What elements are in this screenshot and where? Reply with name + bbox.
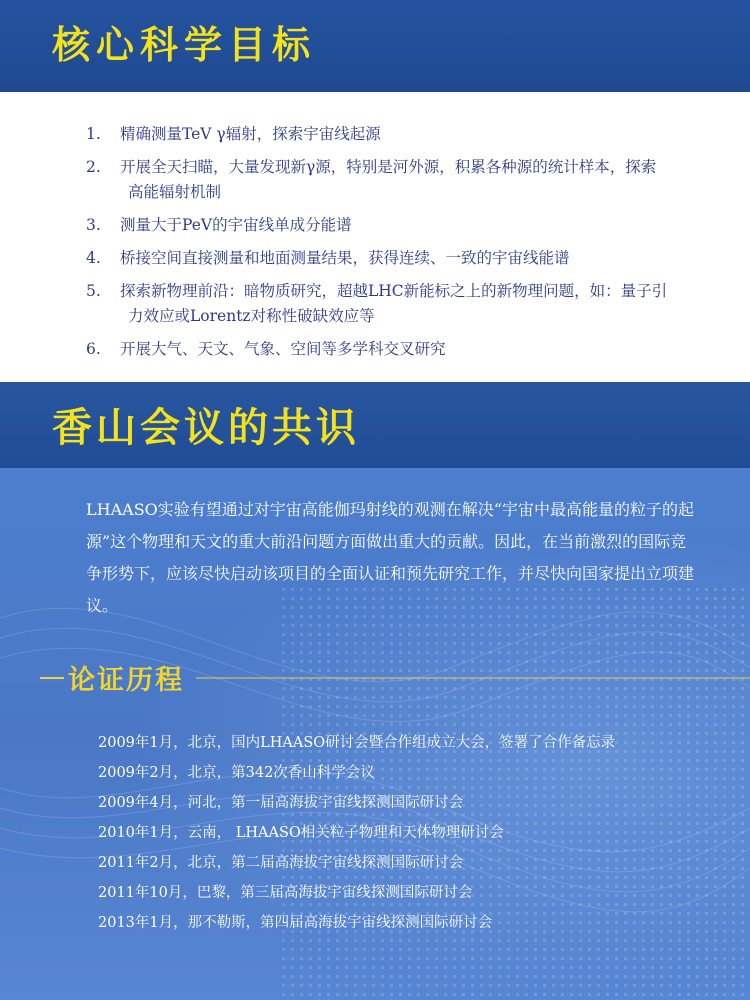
section-title-xiangshan-consensus: 香山会议的共识	[52, 405, 360, 451]
goal-number: 3.	[86, 216, 101, 234]
list-item: 2011年10月，巴黎，第三届高海拔宇宙线探测国际研讨会	[98, 885, 473, 901]
goal-text-line2: 高能辐射机制	[128, 183, 222, 201]
list-item: 2009年4月，河北，第一届高海拔宇宙线探测国际研讨会	[98, 795, 464, 811]
list-item: 2011年2月，北京，第二届高海拔宇宙线探测国际研讨会	[98, 855, 464, 871]
list-item: 2010年1月，云南， LHAASO相关粒子物理和天体物理研讨会	[98, 825, 504, 841]
goal-text: 开展大气、天文、气象、空间等多学科交叉研究	[120, 340, 446, 358]
goal-item-2	[0, 155, 750, 205]
list-item: 2009年1月，北京，国内LHAASO研讨会暨合作组成立大会，签署了合作备忘录	[98, 735, 616, 751]
goal-number: 6.	[86, 340, 101, 358]
header-banner-xiangshan-consensus	[0, 382, 750, 468]
list-item: 2013年1月，那不勒斯，第四届高海拔宇宙线探测国际研讨会	[98, 915, 493, 931]
goal-text-line1: 探索新物理前沿：暗物质研究，超越LHC新能标之上的新物理问题，如：量子引	[120, 282, 668, 300]
goal-item-1	[0, 122, 750, 147]
header-banner-science-goals	[0, 0, 750, 92]
process-history-list	[98, 728, 615, 938]
goal-text-line2: 力效应或Lorentz对称性破缺效应等	[128, 307, 375, 325]
process-heading-row	[0, 656, 750, 696]
goal-number: 2.	[86, 158, 101, 176]
section-title-process: 论证历程	[68, 665, 184, 696]
goal-item-5	[0, 279, 750, 329]
goal-number: 5.	[86, 282, 101, 300]
science-goals-panel	[0, 92, 750, 382]
section-title-science-goals: 核心科学目标	[52, 23, 317, 67]
consensus-paragraph: LHAASO实验有望通过对宇宙高能伽玛射线的观测在解决“宇宙中最高能量的粒子的起源”这个物理和天文的重大前沿问题方面做出重大的贡献。因此，在当前激烈的国际竞争形势下，应该尽快启动该项目的全面认证和预先研究工作，并尽快向国家提出立项建议。	[86, 500, 695, 615]
science-goals-list	[0, 122, 750, 370]
goal-item-3	[0, 213, 750, 238]
goal-text-line1: 开展全天扫瞄，大量发现新γ源，特别是河外源，积累各种源的统计样本，探索	[120, 158, 657, 176]
list-item: 2009年2月，北京，第342次香山科学会议	[98, 765, 375, 781]
goal-item-6	[0, 337, 750, 362]
goal-text: 测量大于PeV的宇宙线单成分能谱	[120, 216, 352, 234]
goal-item-4	[0, 246, 750, 271]
goal-text: 桥接空间直接测量和地面测量结果，获得连续、一致的宇宙线能谱	[120, 249, 570, 267]
heading-rule-right	[196, 677, 750, 679]
heading-rule-left	[40, 677, 64, 679]
goal-number: 1.	[86, 125, 101, 143]
goal-text: 精确测量TeV γ辐射，探索宇宙线起源	[120, 125, 381, 143]
goal-number: 4.	[86, 249, 101, 267]
consensus-and-process-area	[0, 468, 750, 1000]
